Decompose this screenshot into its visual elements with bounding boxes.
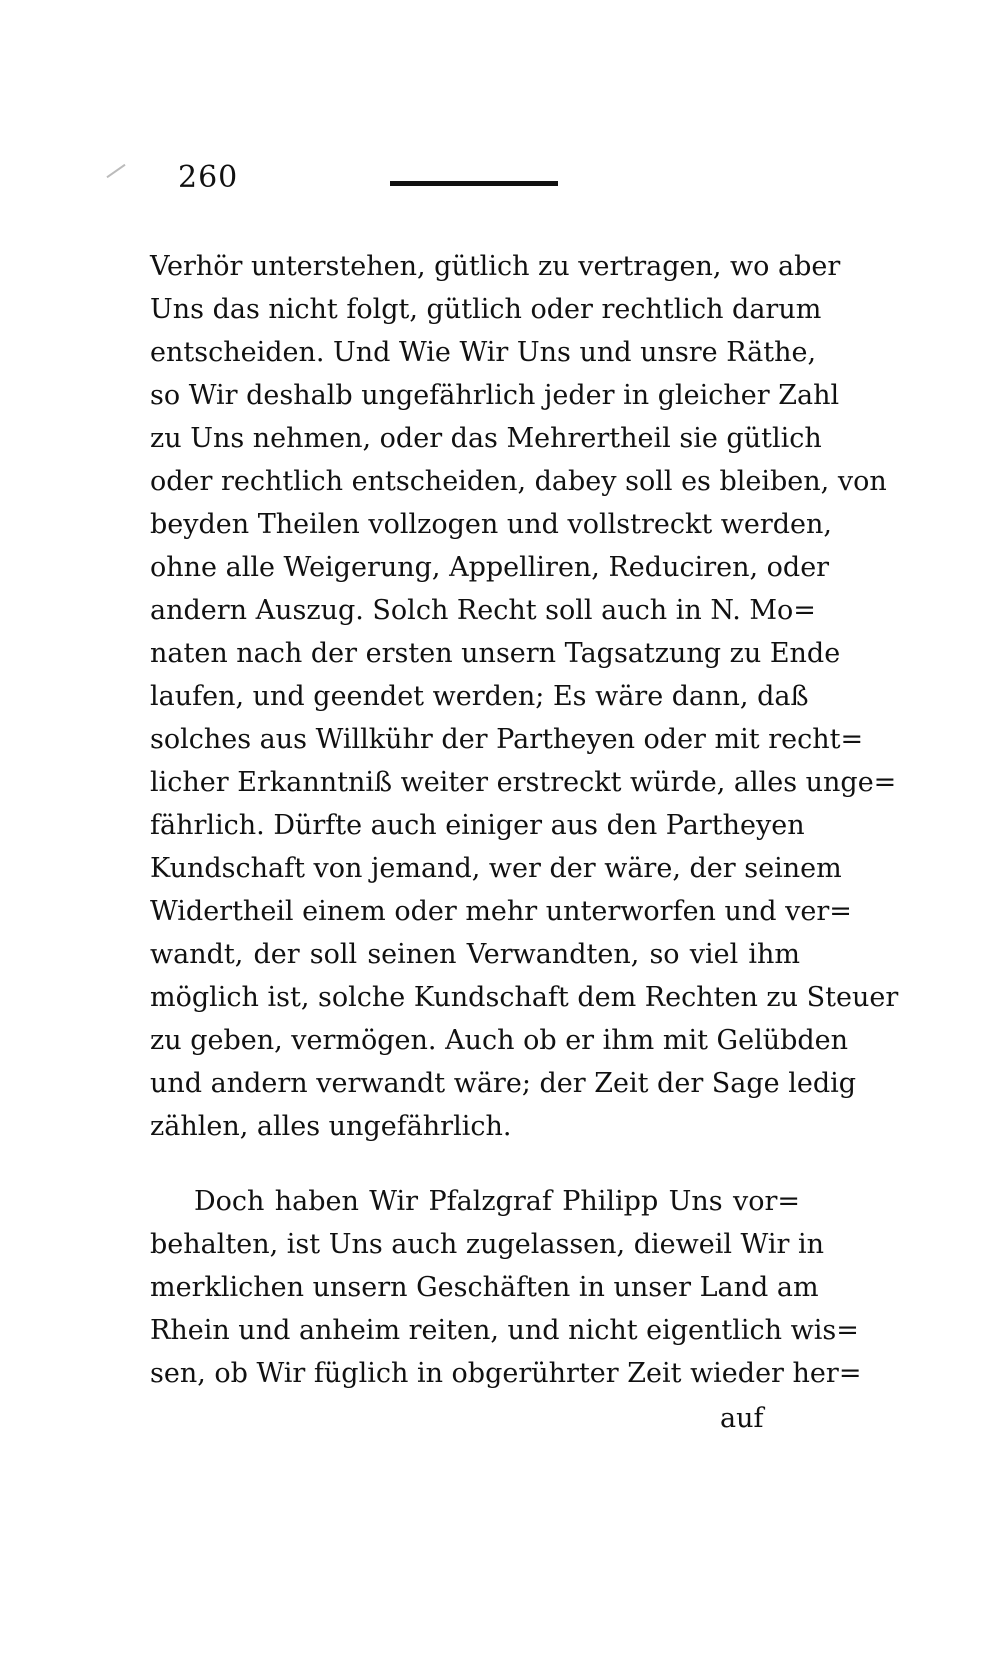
- text-line: zu geben, vermögen. Auch ob er ihm mit Gelübden: [150, 1025, 849, 1056]
- text-line: fährlich. Dürfte auch einiger aus den Partheyen: [150, 810, 805, 841]
- text-line: entscheiden. Und Wie Wir Uns und unsre Räthe,: [150, 337, 817, 368]
- text-line: Uns das nicht folgt, gütlich oder rechtlich darum: [150, 294, 822, 325]
- catchword: auf: [720, 1403, 764, 1434]
- text-line: Verhör unterstehen, gütlich zu vertragen, wo aber: [150, 251, 841, 282]
- text-line: Widertheil einem oder mehr unterworfen und ver=: [150, 896, 852, 927]
- text-line: solches aus Willkühr der Partheyen oder mit recht=: [150, 724, 864, 755]
- paragraph-1: [150, 245, 899, 1148]
- text-line: oder rechtlich entscheiden, dabey soll es bleiben, von: [150, 466, 887, 497]
- page-number: 260: [178, 160, 239, 195]
- text-line: Doch haben Wir Pfalzgraf Philipp Uns vor=: [194, 1186, 800, 1217]
- text-line: zu Uns nehmen, oder das Mehrertheil sie gütlich: [150, 423, 822, 454]
- text-line: beyden Theilen vollzogen und vollstreckt werden,: [150, 509, 833, 540]
- page-smudge: [106, 164, 125, 178]
- text-line: so Wir deshalb ungefährlich jeder in gleicher Zahl: [150, 380, 840, 411]
- text-line: sen, ob Wir füglich in obgerührter Zeit wieder her=: [150, 1358, 862, 1389]
- text-line: wandt, der soll seinen Verwandten, so viel ihm: [150, 939, 800, 970]
- paragraph-2: [150, 1180, 862, 1395]
- text-line: andern Auszug. Solch Recht soll auch in N. Mo=: [150, 595, 816, 626]
- text-line: und andern verwandt wäre; der Zeit der Sage ledig: [150, 1068, 857, 1099]
- text-line: Rhein und anheim reiten, und nicht eigentlich wis=: [150, 1315, 859, 1346]
- text-line: laufen, und geendet werden; Es wäre dann, daß: [150, 681, 809, 712]
- header-rule: [390, 181, 558, 186]
- text-line: behalten, ist Uns auch zugelassen, dieweil Wir in: [150, 1229, 824, 1260]
- text-line: zählen, alles ungefährlich.: [150, 1111, 512, 1142]
- text-line: möglich ist, solche Kundschaft dem Rechten zu Steuer: [150, 982, 899, 1013]
- text-line: merklichen unsern Geschäften in unser Land am: [150, 1272, 819, 1303]
- text-line: naten nach der ersten unsern Tagsatzung zu Ende: [150, 638, 841, 669]
- text-line: ohne alle Weigerung, Appelliren, Reduciren, oder: [150, 552, 830, 583]
- text-line: licher Erkanntniß weiter erstreckt würde, alles unge=: [150, 767, 897, 798]
- text-line: Kundschaft von jemand, wer der wäre, der seinem: [150, 853, 842, 884]
